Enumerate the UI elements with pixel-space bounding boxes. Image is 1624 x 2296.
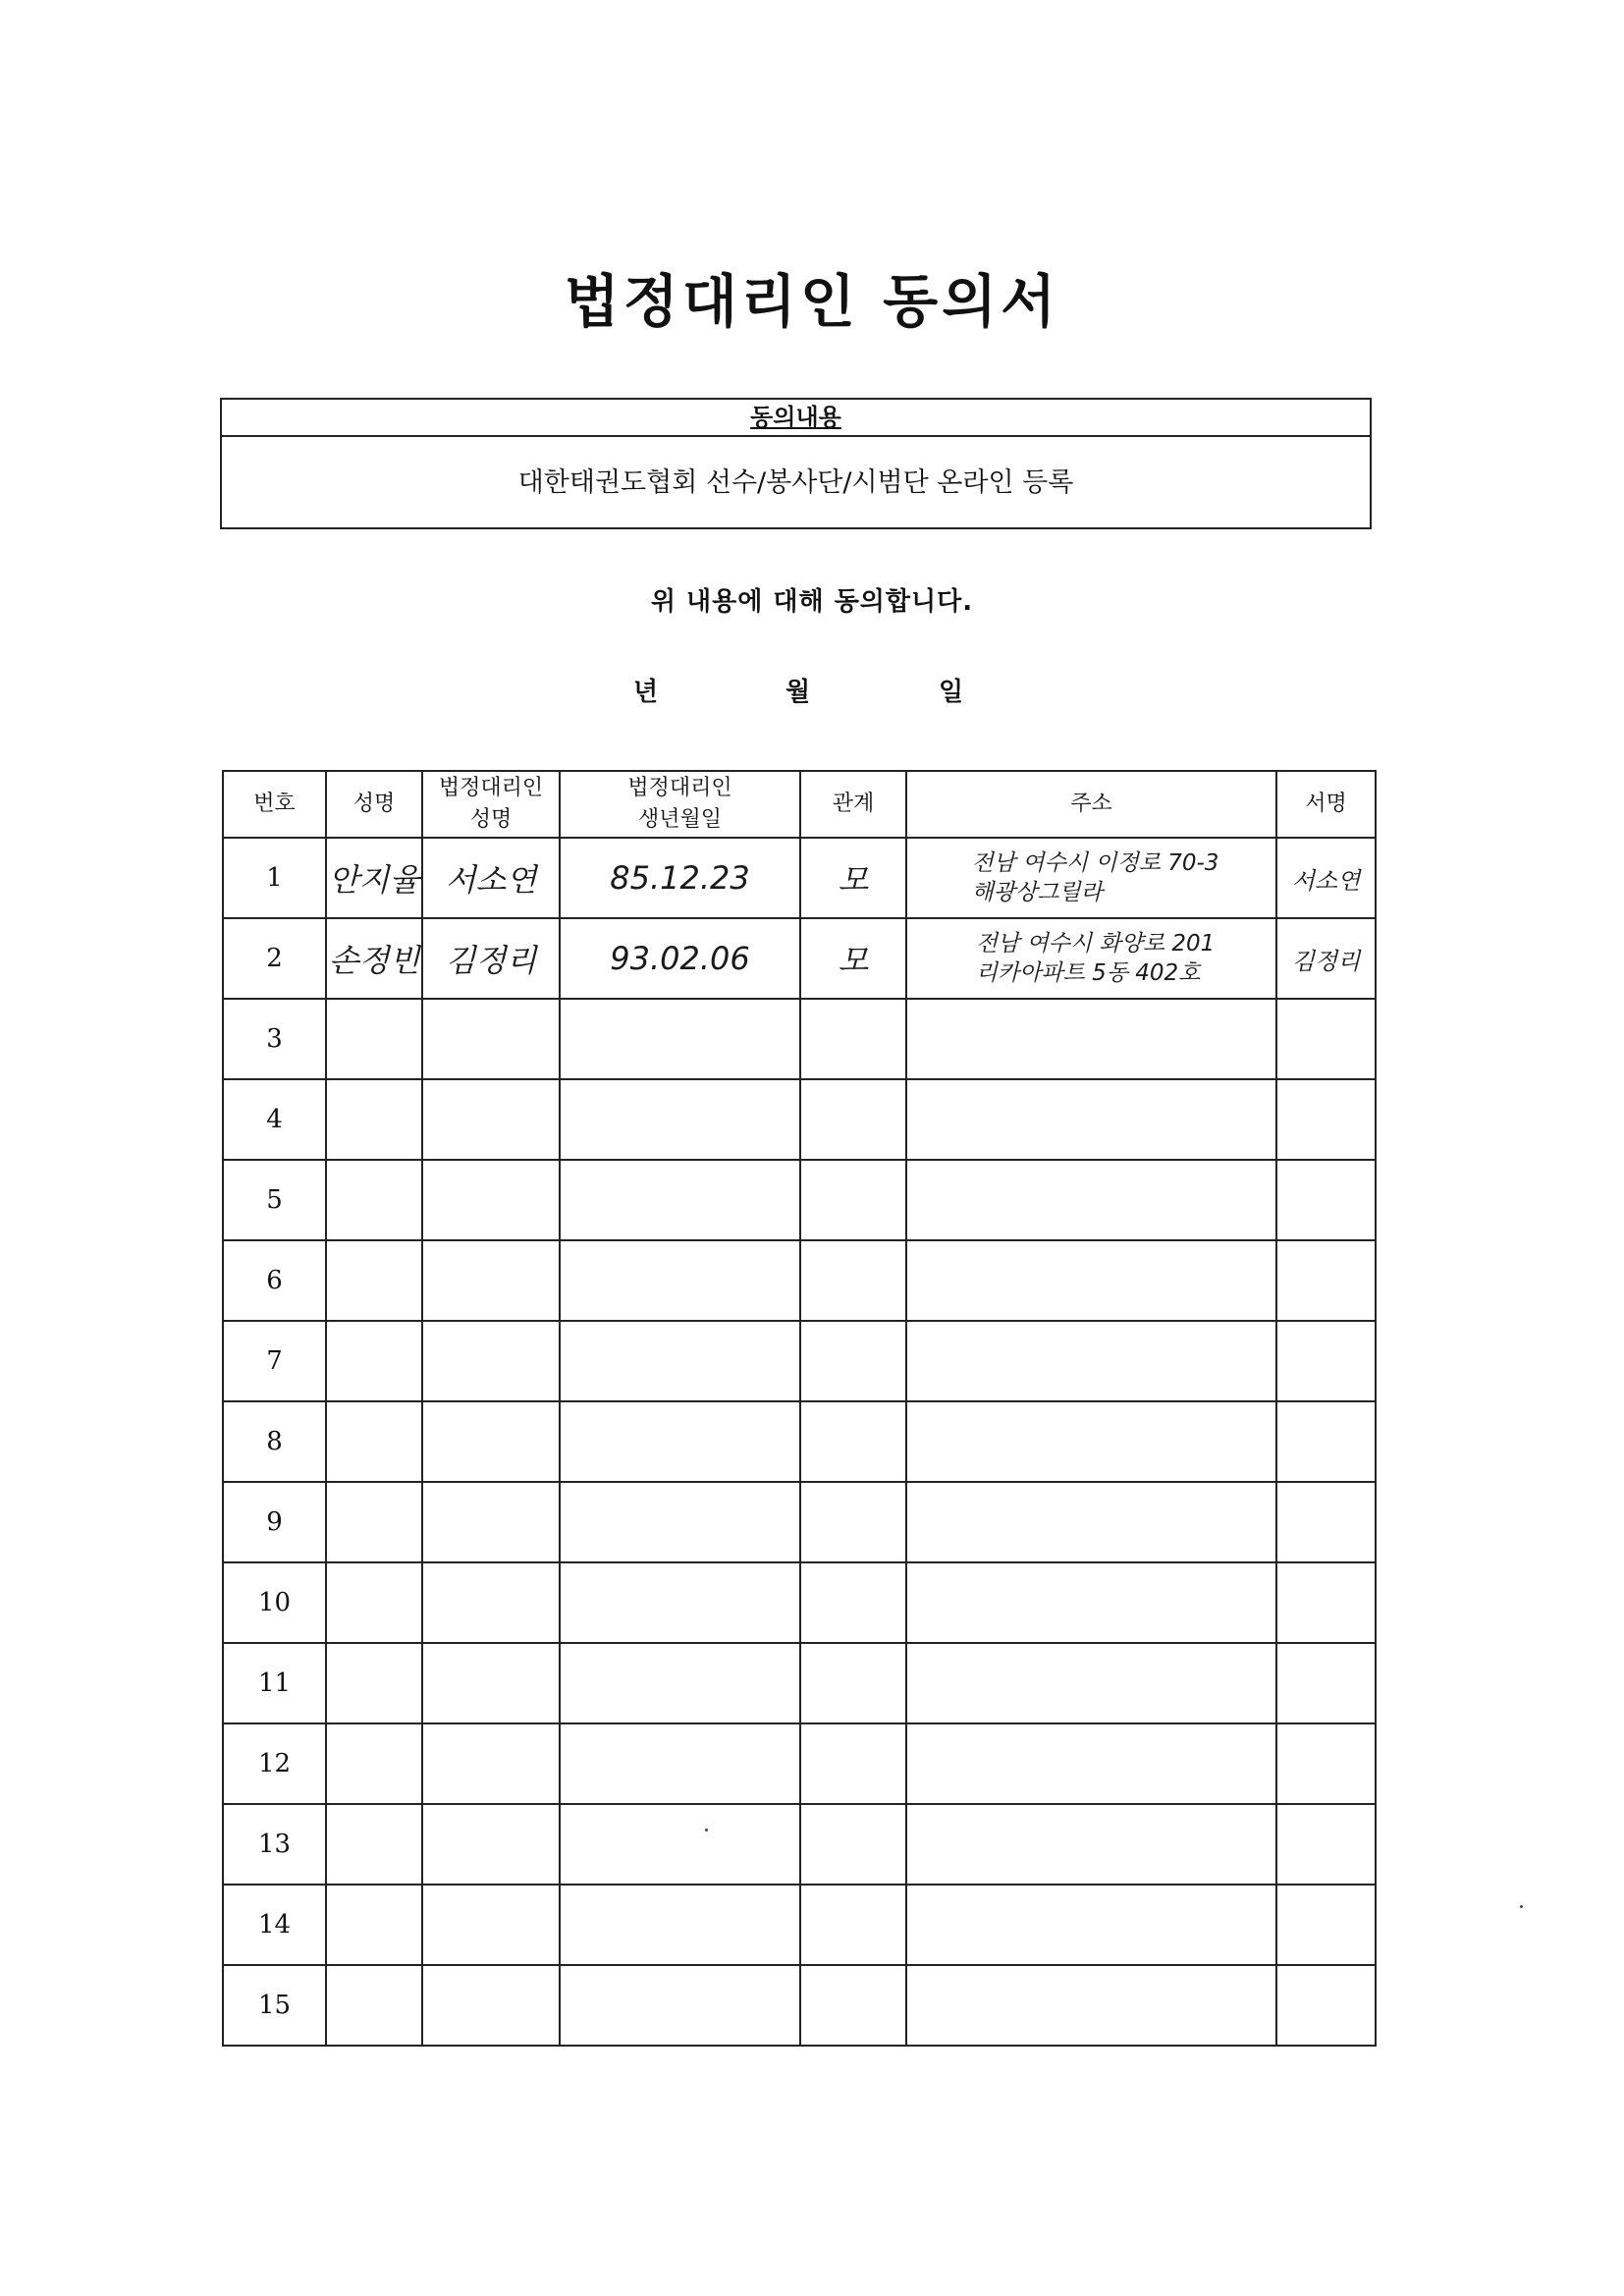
header-guardian-name-line1: 법정대리인 <box>438 776 544 800</box>
participant-name-cell <box>326 1965 422 2046</box>
guardian-birthdate-cell <box>560 1160 800 1240</box>
relation-cell <box>800 1562 906 1643</box>
address-cell <box>906 1804 1276 1885</box>
guardian-birthdate-cell <box>560 999 800 1079</box>
address-cell <box>906 1723 1276 1804</box>
participant-name-text: 손정빈 <box>328 942 420 979</box>
participant-name-cell <box>326 1079 422 1160</box>
relation-text: 모 <box>838 942 869 979</box>
address-cell <box>906 1160 1276 1240</box>
header-guardian-name-line2: 성명 <box>469 807 513 832</box>
header-guardian-birth-line1: 법정대리인 <box>627 776 732 800</box>
consent-content-box <box>220 398 1372 529</box>
address-line-2: 해광상그릴라 <box>971 880 1103 905</box>
guardian-birthdate-cell <box>560 918 800 999</box>
signature-cell <box>1276 1401 1376 1482</box>
relation-cell <box>800 1401 906 1482</box>
relation-cell <box>800 1321 906 1401</box>
guardian-name-cell <box>422 918 560 999</box>
header-relation: 관계 <box>800 771 906 838</box>
row-number-cell: 10 <box>223 1562 326 1643</box>
guardian-name-cell <box>422 1804 560 1885</box>
participant-name-cell <box>326 1723 422 1804</box>
signature-cell <box>1276 1804 1376 1885</box>
row-number-cell: 11 <box>223 1643 326 1723</box>
table-row <box>223 1804 1376 1885</box>
guardian-name-cell <box>422 1723 560 1804</box>
header-signature: 서명 <box>1276 771 1376 838</box>
guardian-name-cell <box>422 1321 560 1401</box>
row-number-cell: 8 <box>223 1401 326 1482</box>
relation-cell <box>800 1885 906 1965</box>
participant-name-cell <box>326 1482 422 1562</box>
signature-cell <box>1276 1965 1376 2046</box>
guardian-birthdate-cell <box>560 1965 800 2046</box>
signature-cell <box>1276 1079 1376 1160</box>
participant-name-cell <box>326 1643 422 1723</box>
table-row <box>223 1965 1376 2046</box>
table-row <box>223 1401 1376 1482</box>
address-line-2: 리카아파트 5동 402호 <box>975 960 1201 986</box>
signature-cell <box>1276 1723 1376 1804</box>
address-cell <box>906 1240 1276 1321</box>
table-body <box>223 838 1376 2046</box>
guardian-birthdate-cell <box>560 1321 800 1401</box>
relation-cell <box>800 1240 906 1321</box>
row-number-cell: 4 <box>223 1079 326 1160</box>
participant-name-cell <box>326 918 422 999</box>
address-cell <box>906 1321 1276 1401</box>
table-row <box>223 1240 1376 1321</box>
guardian-name-cell <box>422 999 560 1079</box>
guardian-name-cell <box>422 1562 560 1643</box>
participant-name-cell <box>326 999 422 1079</box>
row-number-cell: 7 <box>223 1321 326 1401</box>
participant-name-cell <box>326 1562 422 1643</box>
guardian-birthdate-cell <box>560 1079 800 1160</box>
row-number-cell: 15 <box>223 1965 326 2046</box>
row-number-cell: 13 <box>223 1804 326 1885</box>
header-guardian-name <box>422 771 560 838</box>
relation-cell <box>800 1079 906 1160</box>
guardian-birthdate-cell <box>560 1240 800 1321</box>
signature-cell <box>1276 838 1376 918</box>
signature-text: 서소연 <box>1291 866 1361 895</box>
relation-cell <box>800 1482 906 1562</box>
relation-text: 모 <box>838 861 869 899</box>
participant-name-text: 안지율 <box>328 861 420 899</box>
guardian-name-cell <box>422 1482 560 1562</box>
row-number-cell: 2 <box>223 918 326 999</box>
table-row <box>223 999 1376 1079</box>
guardian-name-cell <box>422 1643 560 1723</box>
row-number-cell: 1 <box>223 838 326 918</box>
participant-name-cell <box>326 1885 422 1965</box>
table-row <box>223 1723 1376 1804</box>
agreement-statement: 위 내용에 대해 동의합니다. <box>650 587 974 617</box>
relation-cell <box>800 1965 906 2046</box>
guardian-name-cell <box>422 838 560 918</box>
guardian-name-cell <box>422 1401 560 1482</box>
date-month-label: 월 <box>785 678 811 707</box>
address-text <box>968 929 1216 988</box>
address-cell <box>906 1562 1276 1643</box>
relation-cell <box>800 1643 906 1723</box>
header-number: 번호 <box>223 771 326 838</box>
header-address: 주소 <box>906 771 1276 838</box>
row-number-cell: 5 <box>223 1160 326 1240</box>
guardian-name-cell <box>422 1160 560 1240</box>
signature-cell <box>1276 1562 1376 1643</box>
date-day-label: 일 <box>939 678 964 707</box>
address-text <box>964 848 1219 907</box>
address-cell <box>906 1401 1276 1482</box>
guardian-birthdate-cell <box>560 1643 800 1723</box>
address-line-1: 전남 여수시 이정로 70-3 <box>971 850 1219 876</box>
participant-name-cell <box>326 1804 422 1885</box>
consent-body: 대한태권도협회 선수/봉사단/시범단 온라인 등록 <box>517 467 1074 498</box>
table-row <box>223 918 1376 999</box>
participant-name-cell <box>326 838 422 918</box>
signature-cell <box>1276 1482 1376 1562</box>
guardian-name-text: 김정리 <box>445 942 537 979</box>
signature-cell <box>1276 1240 1376 1321</box>
address-cell <box>906 1643 1276 1723</box>
guardian-birthdate-cell <box>560 1885 800 1965</box>
table-row <box>223 1321 1376 1401</box>
guardian-name-cell <box>422 1965 560 2046</box>
signature-cell <box>1276 918 1376 999</box>
signature-cell <box>1276 1885 1376 1965</box>
guardian-name-cell <box>422 1079 560 1160</box>
relation-cell <box>800 918 906 999</box>
address-cell <box>906 999 1276 1079</box>
guardian-name-cell <box>422 1240 560 1321</box>
guardian-birthdate-cell <box>560 1562 800 1643</box>
relation-cell <box>800 1804 906 1885</box>
row-number-cell: 3 <box>223 999 326 1079</box>
guardian-birthdate-cell <box>560 838 800 918</box>
address-cell <box>906 1079 1276 1160</box>
address-cell <box>906 838 1276 918</box>
row-number-cell: 9 <box>223 1482 326 1562</box>
guardian-consent-table <box>222 770 1377 2047</box>
header-guardian-birth-line2: 생년월일 <box>637 807 722 832</box>
table-row <box>223 1160 1376 1240</box>
signature-text: 김정리 <box>1291 947 1361 975</box>
header-guardian-birth <box>560 771 800 838</box>
table-header-row <box>223 771 1376 838</box>
signature-cell <box>1276 1160 1376 1240</box>
signature-cell <box>1276 1643 1376 1723</box>
guardian-birthdate-cell <box>560 1723 800 1804</box>
row-number-cell: 14 <box>223 1885 326 1965</box>
relation-cell <box>800 1723 906 1804</box>
scan-speck <box>705 1829 708 1831</box>
relation-cell <box>800 999 906 1079</box>
relation-cell <box>800 838 906 918</box>
participant-name-cell <box>326 1240 422 1321</box>
guardian-birthdate-cell <box>560 1482 800 1562</box>
table-row <box>223 1079 1376 1160</box>
participant-name-cell <box>326 1401 422 1482</box>
table-row <box>223 838 1376 918</box>
date-year-label: 년 <box>633 678 659 707</box>
address-cell <box>906 1885 1276 1965</box>
consent-header <box>222 400 1370 437</box>
table-row <box>223 1482 1376 1562</box>
table-row <box>223 1885 1376 1965</box>
participant-name-cell <box>326 1321 422 1401</box>
signature-cell <box>1276 999 1376 1079</box>
consent-header-label: 동의내용 <box>750 404 841 431</box>
row-number-cell: 6 <box>223 1240 326 1321</box>
relation-cell <box>800 1160 906 1240</box>
address-cell <box>906 1965 1276 2046</box>
guardian-name-text: 서소연 <box>445 861 537 899</box>
document-title: 법정대리인 동의서 <box>564 268 1060 335</box>
address-line-1: 전남 여수시 화양로 201 <box>975 931 1216 957</box>
guardian-birthdate-cell <box>560 1401 800 1482</box>
guardian-name-cell <box>422 1885 560 1965</box>
address-cell <box>906 1482 1276 1562</box>
guardian-birthdate-text: 85.12.23 <box>610 859 750 897</box>
header-name: 성명 <box>326 771 422 838</box>
scan-speck <box>1520 1905 1523 1908</box>
signature-cell <box>1276 1321 1376 1401</box>
participant-name-cell <box>326 1160 422 1240</box>
table-row <box>223 1643 1376 1723</box>
row-number-cell: 12 <box>223 1723 326 1804</box>
guardian-birthdate-cell <box>560 1804 800 1885</box>
guardian-birthdate-text: 93.02.06 <box>610 940 750 977</box>
table-row <box>223 1562 1376 1643</box>
address-cell <box>906 918 1276 999</box>
